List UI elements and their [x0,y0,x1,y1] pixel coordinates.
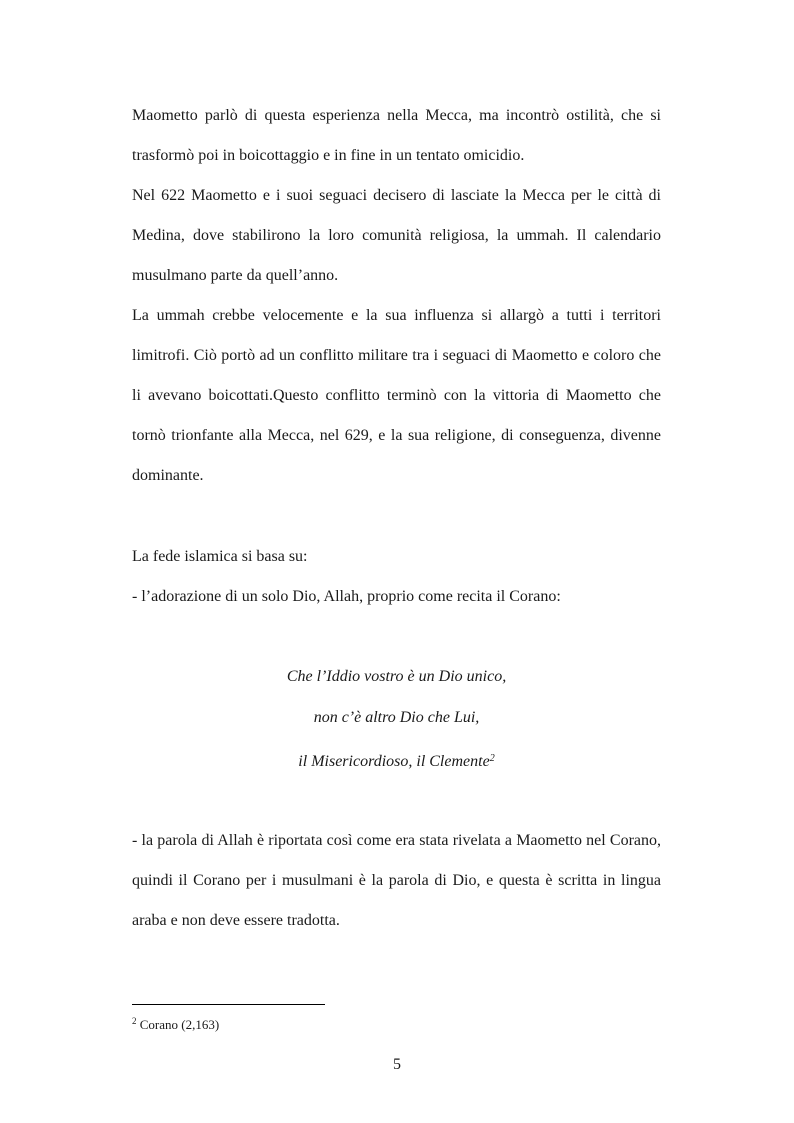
footnote-marker: 2 [132,1016,137,1026]
paragraph-mecca-hostility: Maometto parlò di questa esperienza nella Mecca, ma incontrò ostilità, che si trasformò poi in boicottaggio e in fine in un tentato omicidio. [132,107,661,164]
footnote-reference: 2 [489,753,495,764]
quote-line-3 [132,738,661,782]
footnote-divider [132,1004,325,1005]
paragraph-word-of-allah: - la parola di Allah è riportata così come era stata rivelata a Maometto nel Corano, quindi il Corano per i musulmani è la parola di Dio, e questa è scritta in lingua araba e non deve essere tradotta. [132,832,661,929]
paragraph-faith-intro: La fede islamica si basa su: [132,548,308,565]
quote-line-1: Che l’Iddio vostro è un Dio unico, [286,668,507,685]
paragraph-hijra-medina: Nel 622 Maometto e i suoi seguaci decisero di lasciate la Mecca per le città di Medina, dove stabilirono la loro comunità religiosa, la ummah. Il calendario musulmano parte da quell’anno. [132,187,661,284]
page-number: 5 [393,1056,401,1073]
footnote-text: Corano (2,163) [139,1017,220,1032]
quote-line-3-text: il Misericordioso, il Clemente [298,753,490,770]
paragraph-ummah-conflict: La ummah crebbe velocemente e la sua influenza si allargò a tutti i territori limitrofi. Ciò portò ad un conflitto militare tra i seguaci di Maometto e coloro che li avevano boicottati.Questo conflitto terminò con la vittoria di Maometto che tornò trionfante alla Mecca, nel 629, e la sua religione, di conseguenza, divenne dominante. [132,307,661,484]
paragraph-one-god: - l’adorazione di un solo Dio, Allah, proprio come recita il Corano: [132,588,561,605]
quran-quote [132,656,661,782]
quote-line-2: non c’è altro Dio che Lui, [313,709,480,726]
footnote [132,1012,219,1034]
